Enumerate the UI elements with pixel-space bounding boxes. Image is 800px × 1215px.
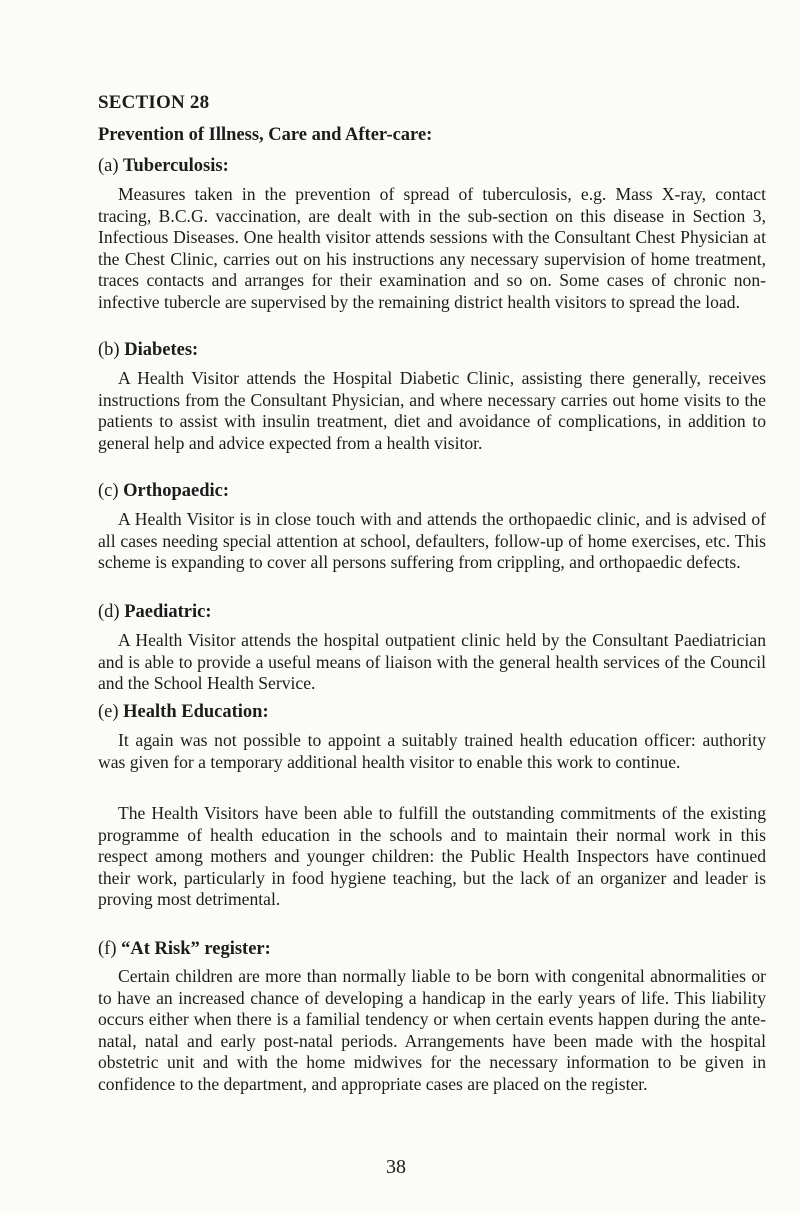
paragraph-orthopaedic: A Health Visitor is in close touch with and attends the orthopaedic clinic, and is advised of all cases needing special attention at school, defaulters, follow-up of home exercises, etc. This scheme is expanding to cover all persons suffering from crippling, and orthopaedic defects. <box>98 509 766 573</box>
subsection-name: Diabetes: <box>124 340 199 360</box>
section-title: SECTION 28 <box>98 92 210 113</box>
subsection-label: (e) <box>98 702 119 722</box>
paragraph-tuberculosis: Measures taken in the prevention of spread of tuberculosis, e.g. Mass X-ray, contact tracing, B.C.G. vaccination, are dealt with in the sub-section on this disease in Section 3, Infectious Diseases. One health visitor attends sessions with the Consultant Chest Physician at the Chest Clinic, carries out on his instructions any necessary supervision of home treatment, traces contacts and arranges for their examination and so on. Some cases of chronic non-infective tubercle are supervised by the remaining district health visitors to spread the load. <box>98 184 766 312</box>
paragraph-health-education-1: It again was not possible to appoint a suitably trained health education officer: authority was given for a temporary additional health visitor to enable this work to continue. <box>98 730 766 772</box>
main-heading: Prevention of Illness, Care and After-care: <box>98 125 433 145</box>
subsection-heading-orthopaedic <box>98 481 229 502</box>
subsection-label: (d) <box>98 602 120 622</box>
paragraph-at-risk-register: Certain children are more than normally liable to be born with congenital abnormalities or to have an increased chance of developing a handicap in the early years of life. This liability occurs either when there is a familial tendency or when certain events happen during the ante-natal, natal and early post-natal periods. Arrangements have been made with the hospital obstetric unit and with the home midwives for the necessary information to be given in confidence to the department, and appropriate cases are placed on the register. <box>98 966 766 1094</box>
subsection-name: Orthopaedic: <box>123 481 230 501</box>
subsection-label: (c) <box>98 481 119 501</box>
subsection-heading-diabetes <box>98 340 198 361</box>
subsection-heading-health-education <box>98 702 269 723</box>
page-number: 38 <box>386 1156 406 1178</box>
subsection-heading-at-risk-register <box>98 939 271 960</box>
subsection-label: (a) <box>98 156 119 176</box>
paragraph-health-education-2: The Health Visitors have been able to fulfill the outstanding commitments of the existing programme of health education in the schools and to maintain their normal work in this respect among mothers and younger children: the Public Health Inspectors have continued their work, particularly in food hygiene teaching, but the lack of an organizer and leader is proving most detrimental. <box>98 803 766 910</box>
subsection-name: Tuberculosis: <box>122 156 229 176</box>
subsection-name: “At Risk” register: <box>121 939 271 959</box>
subsection-heading-tuberculosis <box>98 156 229 177</box>
subsection-heading-paediatric <box>98 602 212 623</box>
subsection-label: (b) <box>98 340 120 360</box>
subsection-label: (f) <box>98 939 117 959</box>
subsection-name: Health Education: <box>123 702 269 722</box>
paragraph-diabetes: A Health Visitor attends the Hospital Diabetic Clinic, assisting there generally, receives instructions from the Consultant Physician, and where necessary carries out home visits to the patients to assist with insulin treatment, diet and avoidance of complications, in addition to general help and advice expected from a health visitor. <box>98 368 766 453</box>
subsection-name: Paediatric: <box>124 602 212 622</box>
paragraph-paediatric: A Health Visitor attends the hospital outpatient clinic held by the Consultant Paediatrician and is able to provide a useful means of liaison with the general health services of the Council and the School Health Service. <box>98 630 766 694</box>
